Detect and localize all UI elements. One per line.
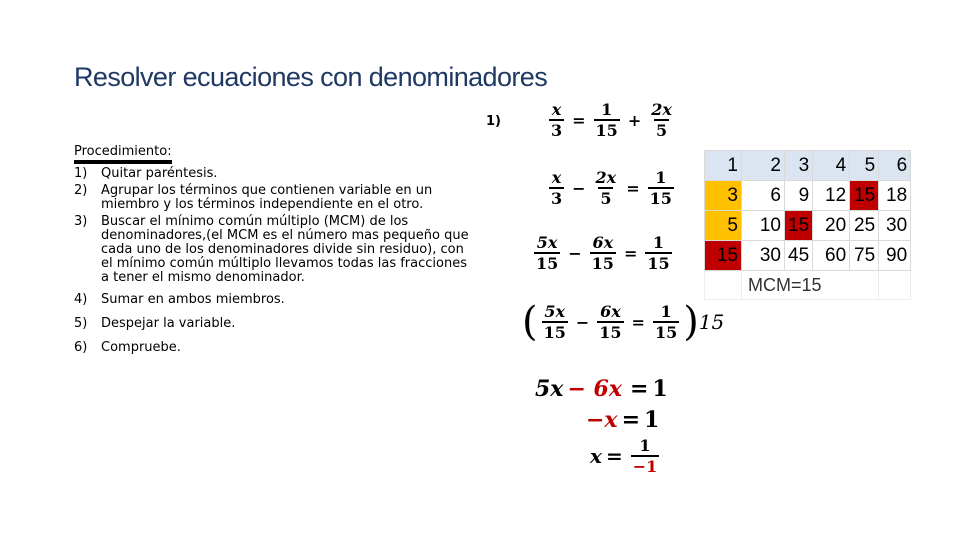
mcm-result: MCM=15 [742,271,879,300]
operator: + [627,110,642,130]
fraction [648,168,674,208]
equation-7 [590,436,663,476]
operator: − [572,178,586,198]
fraction [597,302,623,342]
numerator: 1 [652,233,665,252]
denominator: 15 [599,323,622,342]
table-cell: 12 [813,181,850,211]
table-cell: 5 [850,151,879,181]
fraction [631,436,660,476]
equals-sign: = [629,376,649,402]
table-cell: 2 [742,151,785,181]
table-cell: 3 [705,181,742,211]
equation-5 [535,376,668,402]
table-row [705,241,911,271]
table-cell: 1 [705,151,742,181]
fraction [542,302,568,342]
denominator: 15 [543,323,566,342]
table-cell: 30 [879,211,911,241]
procedure-step [74,341,474,355]
step-number: 5) [74,316,88,331]
denominator: 15 [647,254,670,273]
variable: x [590,444,602,468]
table-cell: 9 [785,181,813,211]
left-parenthesis: ( [522,299,538,345]
table-cell: 45 [785,241,813,271]
table-cell: 3 [785,151,813,181]
denominator: 3 [551,189,563,208]
denominator: 5 [600,189,612,208]
table-cell: 75 [850,241,879,271]
term: 5x [535,376,564,402]
term-highlight: − 6x [567,376,622,402]
fraction [590,233,616,273]
numerator: 1 [660,302,672,321]
step-number: 2) [74,183,88,198]
table-cell [705,271,742,300]
step-number: 3) [74,214,88,229]
equals-sign: = [626,178,640,198]
denominator: 5 [655,121,668,140]
table-cell: 6 [879,151,911,181]
table-cell: 60 [813,241,850,271]
step-text: Agrupar los términos que contienen variable en un miembro y los términos independiente en el otro. [101,183,433,212]
denominator: 15 [536,254,559,273]
equals-sign: = [605,444,623,468]
procedure-step [74,293,474,307]
table-row [705,181,911,211]
table-row [705,151,911,181]
table-cell: 30 [742,241,785,271]
numerator: 1 [639,436,651,455]
table-row [705,211,911,241]
table-cell: 4 [813,151,850,181]
equals-sign: = [621,407,640,433]
fraction [653,302,679,342]
denominator: 15 [595,121,618,140]
mcm-table [704,150,911,300]
denominator: 15 [649,189,672,208]
result: 1 [644,407,660,433]
table-cell: 90 [879,241,911,271]
equation-4 [522,299,725,345]
procedure-step [74,215,474,285]
step-text: Compruebe. [101,340,181,355]
exercise-number: 1) [486,114,501,129]
fraction [549,100,564,140]
numerator: 5x [544,302,566,321]
page-title: Resolver ecuaciones con denominadores [74,62,548,92]
equation-2 [545,168,678,208]
fraction [594,100,620,140]
fraction [534,233,560,273]
procedure-steps [74,167,474,355]
step-number: 1) [74,166,88,181]
denominator: 15 [591,254,614,273]
table-cell: 25 [850,211,879,241]
fraction [645,233,671,273]
table-cell: 18 [879,181,911,211]
step-text: Quitar paréntesis. [101,166,218,181]
table-cell: 5 [705,211,742,241]
equation-1 [545,100,678,140]
table-cell: 20 [813,211,850,241]
equals-sign: = [623,243,638,263]
table-cell: 6 [742,181,785,211]
procedure-heading: Procedimiento: [74,144,172,159]
step-text: Sumar en ambos miembros. [101,292,285,307]
equation-6 [586,407,659,433]
numerator: 5x [536,233,558,252]
table-row [705,271,911,300]
numerator: 2x [595,168,617,187]
operator: − [575,312,590,332]
table-cell-highlight: 15 [705,241,742,271]
numerator: 1 [601,100,613,119]
right-parenthesis: ) [683,299,699,345]
fraction [649,100,674,140]
numerator: 1 [655,168,667,187]
step-text: Despejar la variable. [101,316,236,331]
result: 1 [652,376,668,402]
table-cell-highlight: 15 [785,211,813,241]
denominator: −1 [632,457,658,476]
term-highlight: −x [586,407,618,433]
equals-sign: = [631,312,645,332]
numerator: x [551,100,562,119]
procedure-list [74,145,474,358]
table-cell: 10 [742,211,785,241]
equals-sign: = [572,110,586,130]
step-number: 4) [74,292,88,307]
numerator: 6x [592,233,614,252]
procedure-step [74,167,474,181]
fraction [549,168,564,208]
table-cell [879,271,911,300]
numerator: 2x [651,100,672,119]
fraction [594,168,619,208]
numerator: 6x [600,302,621,321]
multiplier: 15 [698,310,725,334]
numerator: x [551,168,562,187]
procedure-step [74,317,474,331]
operator: − [568,243,582,263]
step-number: 6) [74,340,88,355]
denominator: 15 [654,323,678,342]
procedure-step [74,184,474,212]
table-cell-highlight: 15 [850,181,879,211]
denominator: 3 [551,121,563,140]
step-text: Buscar el mínimo común múltiplo (MCM) de los denominadores,(el MCM es el número mas pequeño que cada uno de los denominadores divide sin residuo), con el mínimo común múltiplo llevamos todas las fracciones a tener el mismo denominador. [101,214,469,285]
equation-3 [530,233,676,273]
